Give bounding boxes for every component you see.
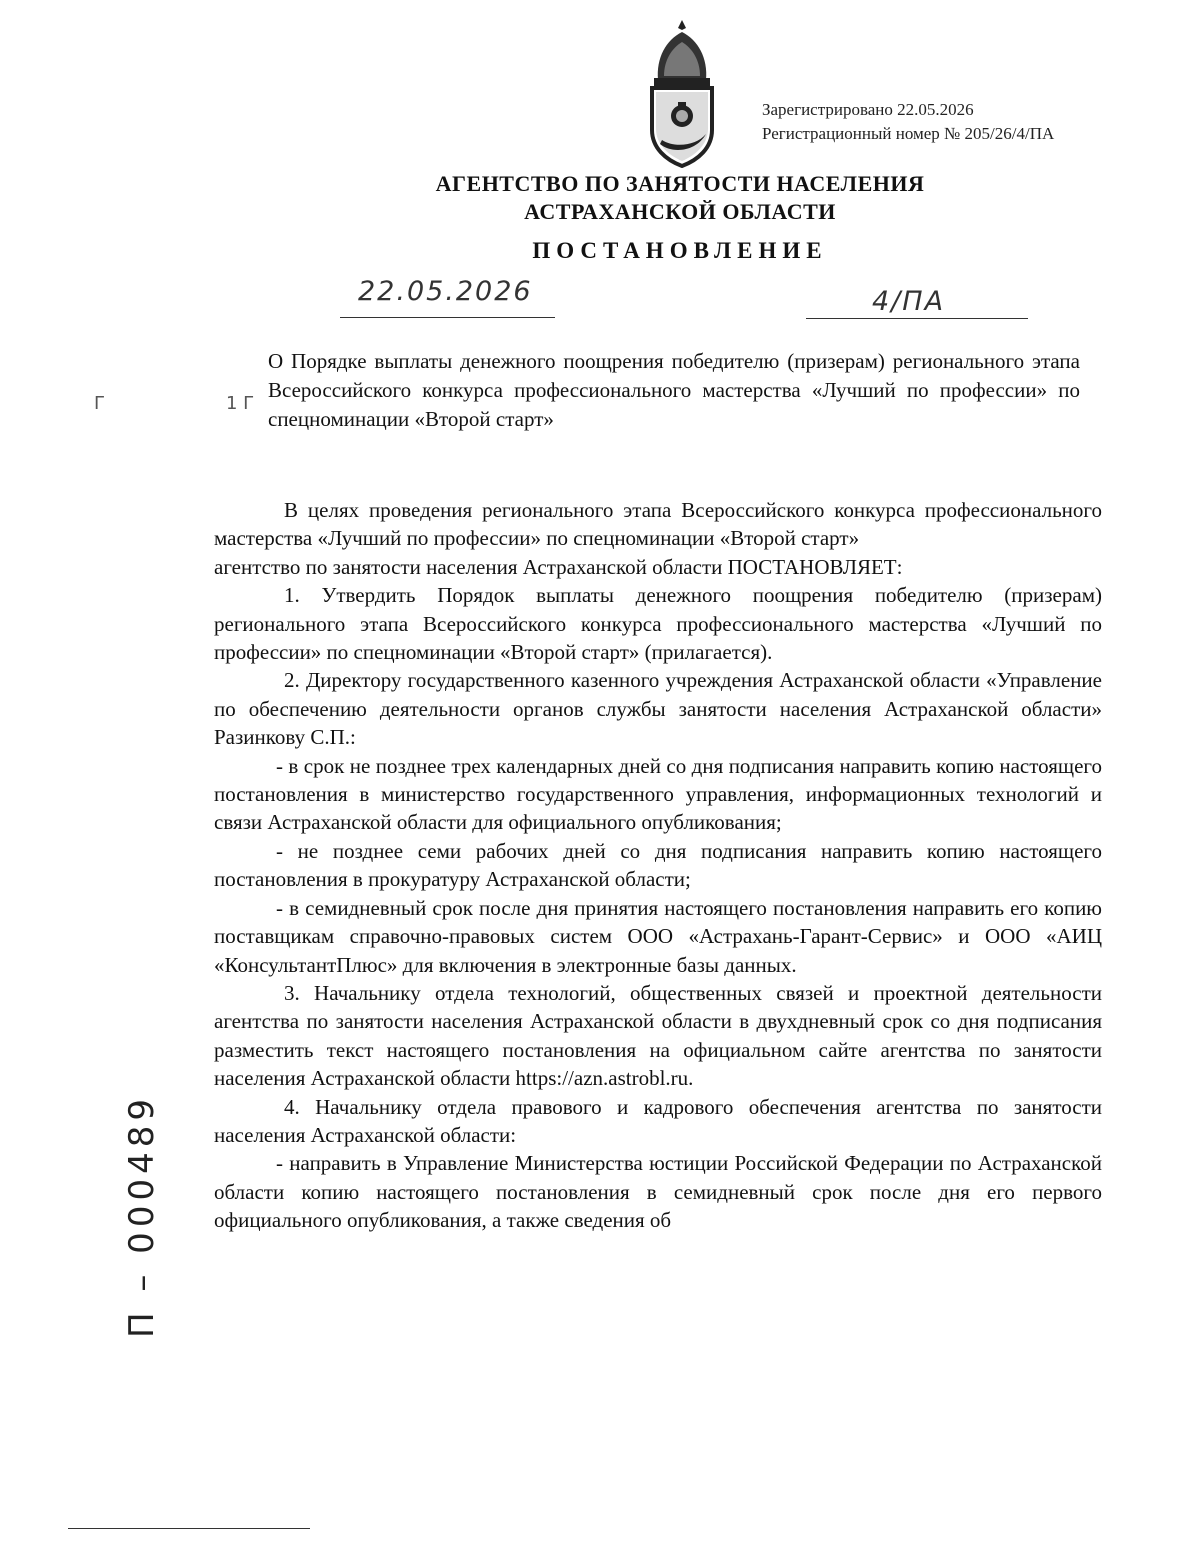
document-type-heading: ПОСТАНОВЛЕНИЕ [532, 238, 828, 263]
resolves-paragraph: агентство по занятости населения Астраханской области ПОСТАНОВЛЯЕТ: [214, 554, 903, 579]
registration-stamp [762, 98, 1054, 146]
item-2-c: - в семидневный срок после дня принятия настоящего постановления направить его копию поставщикам справочно-правовых систем ООО «Астрахань-Гарант-Сервис» и ООО «АИЦ «КонсультантПлюс» для включения в электронные базы данных. [214, 895, 1102, 977]
registration-number: Регистрационный номер № 205/26/4/ПА [762, 124, 1055, 143]
date-underline [340, 317, 555, 318]
agency-name [300, 170, 1060, 226]
handwritten-date: 22.05.2026 [358, 276, 533, 307]
item-2: 2. Директору государственного казенного учреждения Астраханской области «Управление по обеспечению деятельности органов службы занятости населения Астраханской области» Разинкову С.П.: [214, 668, 1102, 750]
item-2-b: - не позднее семи рабочих дней со дня подписания направить копию настоящего постановления в прокуратуру Астраханской области; [214, 838, 1102, 892]
scan-mark: Г [94, 393, 105, 414]
number-underline [806, 318, 1028, 319]
item-1: 1. Утвердить Порядок выплаты денежного поощрения победителю (призерам) регионального этапа Всероссийского конкурса профессионального мастерства «Лучший по профессии» по спецноминации «Второй старт» (прилагается). [214, 583, 1102, 665]
item-4-a: - направить в Управление Министерства юстиции Российской Федерации по Астраханской области копию настоящего постановления в семидневный срок после дня его первого официального опубликования, а также сведения об [214, 1151, 1102, 1233]
handwritten-number: 4/ПА [872, 286, 946, 317]
item-3: 3. Начальнику отдела технологий, общественных связей и проектной деятельности агентства по занятости населения Астраханской области в двухдневный срок со дня подписания разместить текст настоящего постановления на официальном сайте агентства по занятости населения Астраханской области https://azn.astrobl.ru. [214, 980, 1102, 1091]
item-4: 4. Начальнику отдела правового и кадрового обеспечения агентства по занятости населения Астраханской области: [214, 1094, 1102, 1147]
side-registration-number: П – 000489 [122, 1094, 162, 1338]
registration-date: Зарегистрировано 22.05.2026 [762, 100, 974, 119]
agency-name-line2: АСТРАХАНСКОЙ ОБЛАСТИ [524, 199, 836, 224]
document-body [214, 496, 1102, 1235]
preamble-paragraph: В целях проведения регионального этапа Всероссийского конкурса профессионального мастерства «Лучший по профессии» по спецноминации «Второй старт» [214, 498, 1102, 551]
footnote-divider [68, 1528, 310, 1529]
coat-of-arms-icon [640, 18, 724, 168]
item-2-a: - в срок не позднее трех календарных дней со дня подписания направить копию настоящего постановления в министерство государственного управления, информационных технологий и связи Астраханской области для официального опубликования; [214, 753, 1102, 835]
scan-mark: 1 Г [226, 393, 255, 414]
document-subject: О Порядке выплаты денежного поощрения победителю (призерам) регионального этапа Всероссийского конкурса профессионального мастерства «Лучший по профессии» по спецноминации «Второй старт» [268, 349, 1080, 431]
agency-name-line1: АГЕНТСТВО ПО ЗАНЯТОСТИ НАСЕЛЕНИЯ [435, 171, 925, 196]
